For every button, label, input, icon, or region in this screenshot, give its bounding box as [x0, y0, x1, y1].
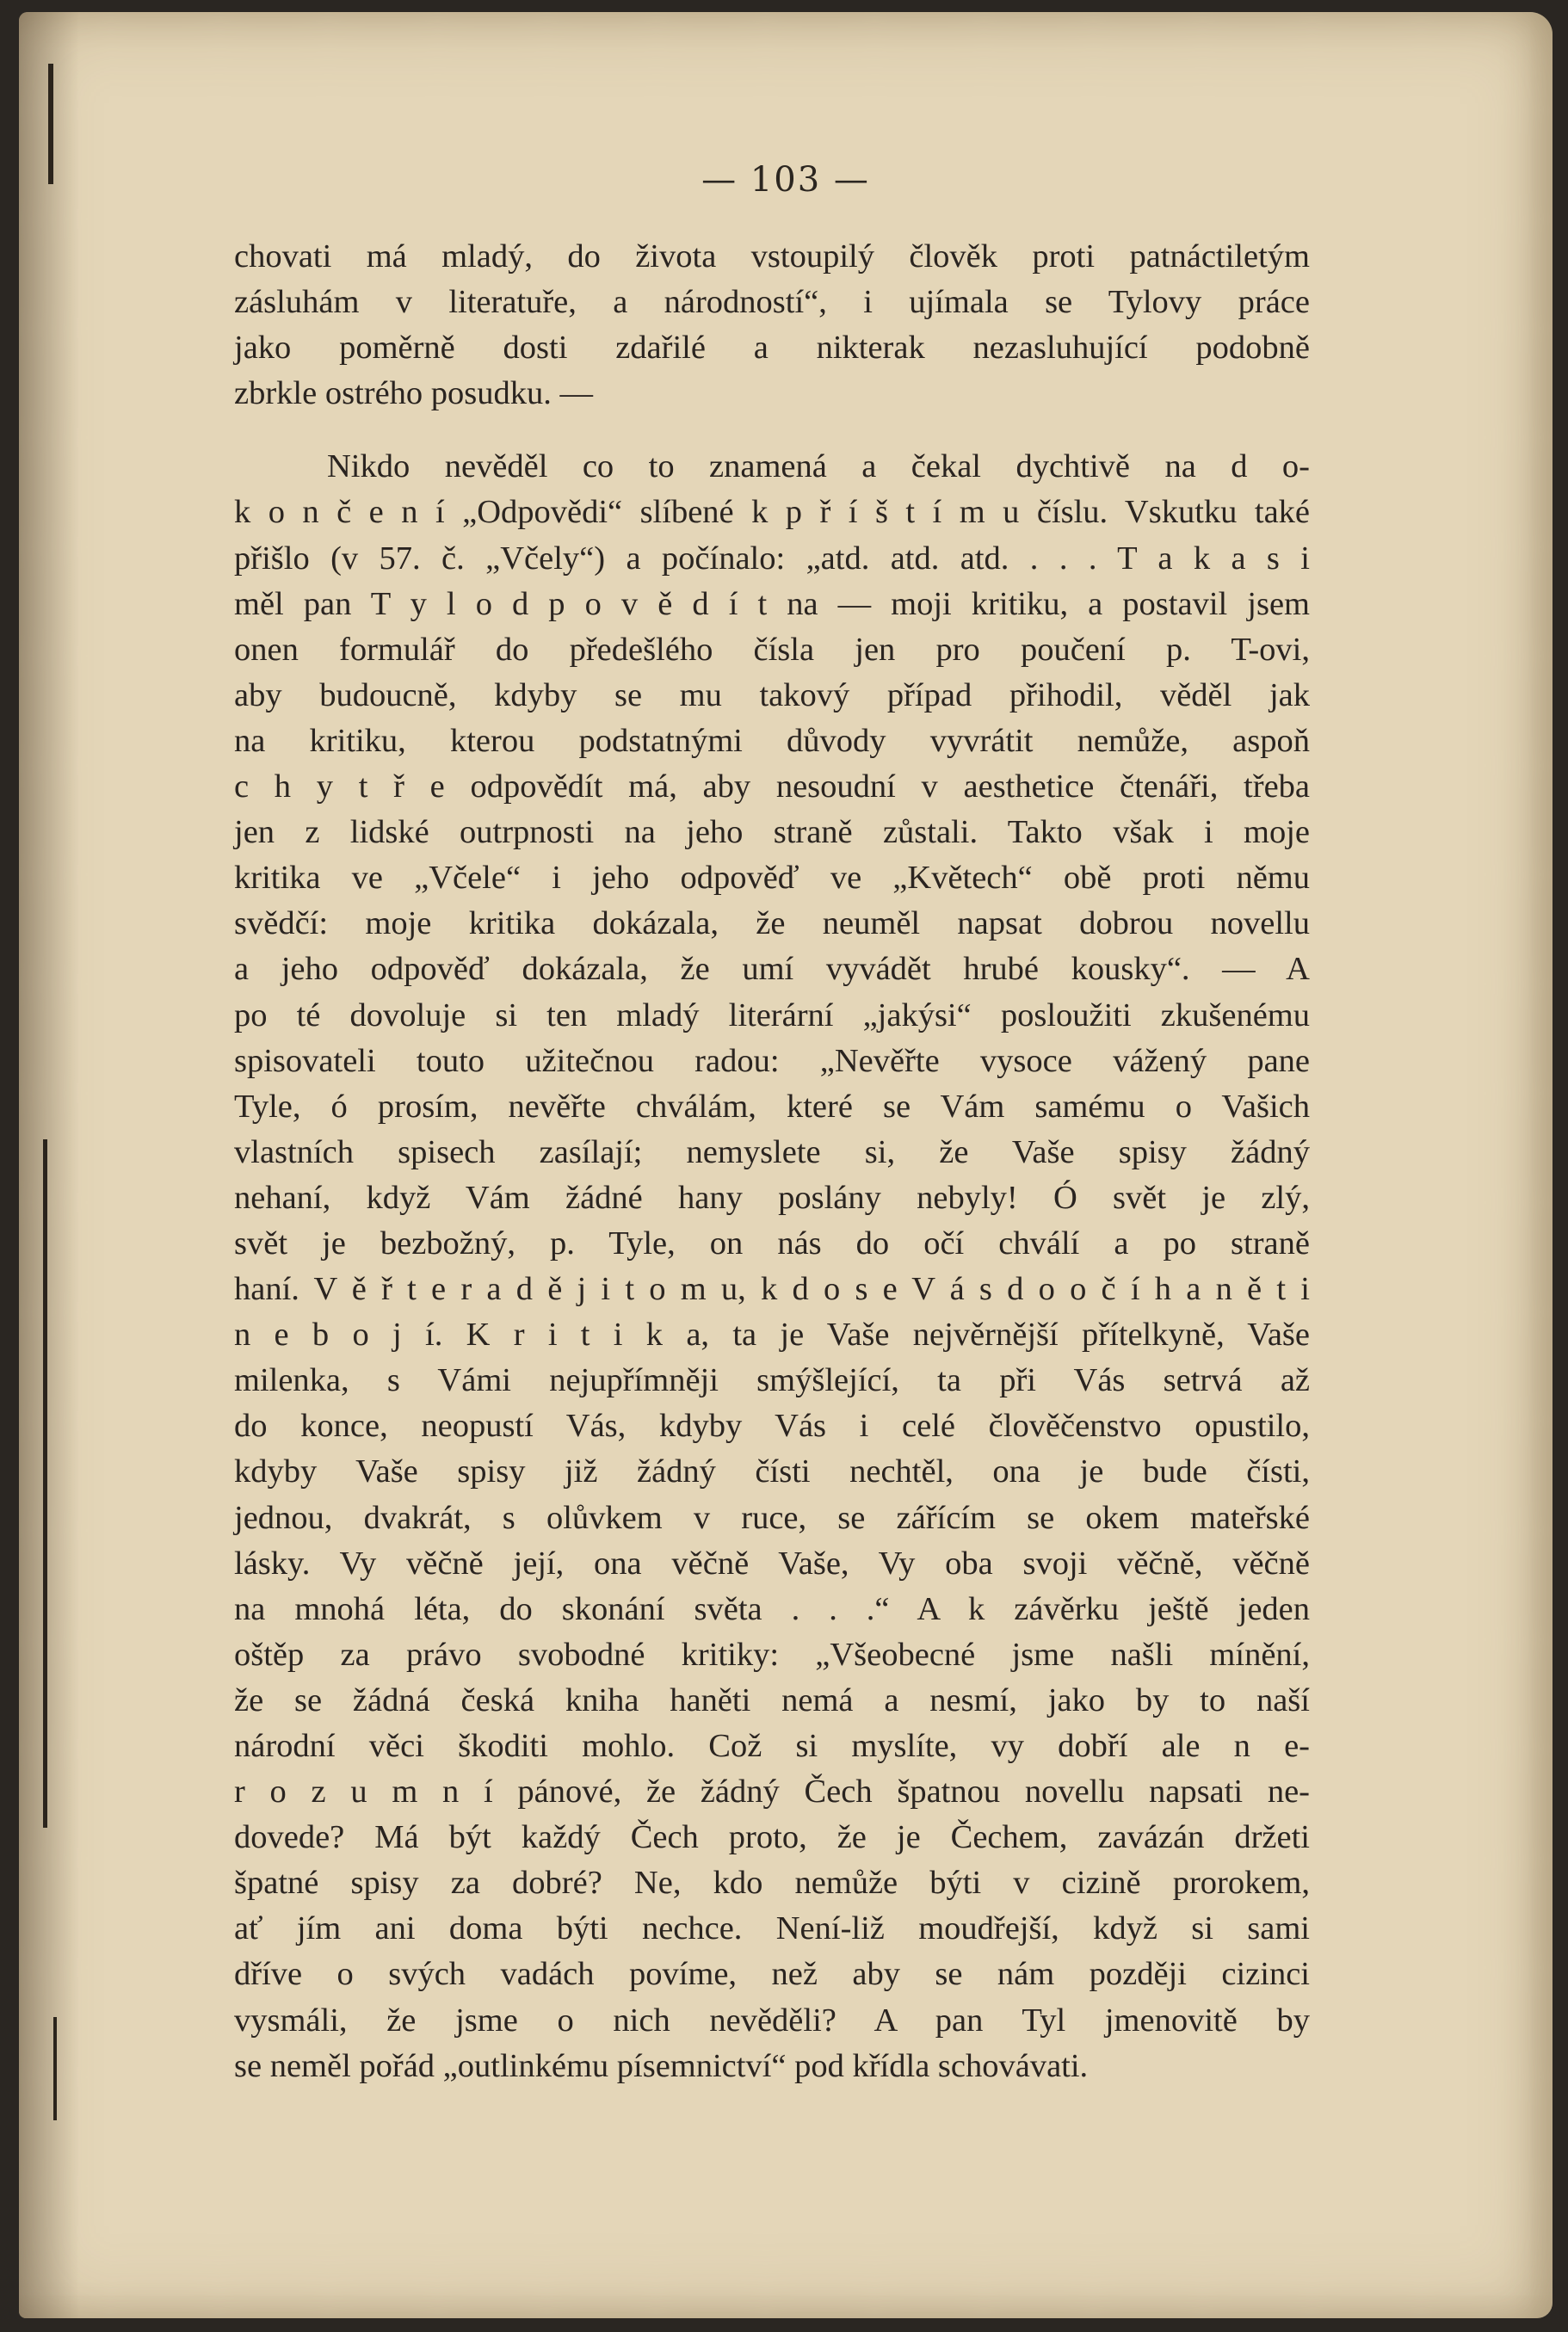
text-line: a jeho odpověď dokázala, že umí vyvádět hrubé kousky“. — A — [234, 951, 1310, 988]
text-line: k o n č e n í „Odpovědi“ slíbené k p ř í š t í m u číslu. Vskutku také — [234, 494, 1310, 531]
text-line: ať jím ani doma býti nechce. Není-liž moudřejší, když si sami — [234, 1910, 1310, 1947]
text-line: přišlo (v 57. č. „Včely“) a počínalo: „atd. atd. atd. . . . T a k a s i — [234, 540, 1310, 577]
paragraph-2 — [234, 444, 1310, 2088]
text-line: zbrkle ostrého posudku. — — [234, 375, 594, 412]
page-binding-shadow — [19, 12, 79, 2318]
text-line: Tyle, ó prosím, nevěřte chválám, které se Vám samému o Vašich — [234, 1088, 1310, 1125]
text-line: r o z u m n í pánové, že žádný Čech špatnou novellu napsati ne- — [234, 1774, 1310, 1811]
text-line: vlastních spisech zasílají; nemyslete si, že Vaše spisy žádný — [234, 1133, 1310, 1170]
text-line: do konce, neopustí Vás, kdyby Vás i celé člověčenstvo opustilo, — [234, 1408, 1310, 1445]
text-line: Nikdo nevěděl co to znamená a čekal dychtivě na d o- — [327, 448, 1310, 485]
page-number: — 103 — — [701, 160, 870, 200]
text-line: chovati má mladý, do života vstoupilý člověk proti patnáctiletým — [234, 238, 1310, 275]
text-line: c h y t ř e odpovědít má, aby nesoudní v aesthetice čtenáři, třeba — [234, 768, 1310, 805]
text-line: oštěp za právo svobodné kritiky: „Všeobecné jsme našli mínění, — [234, 1636, 1310, 1673]
text-line: se neměl pořád „outlinkému písemnictví“ pod křídla schovávati. — [234, 2047, 1089, 2084]
text-line: jen z lidské outrpnosti na jeho straně zůstali. Takto však i moje — [234, 814, 1310, 851]
text-line: dříve o svých vadách povíme, než aby se nám později cizinci — [234, 1956, 1310, 1993]
text-line: jako poměrně dosti zdařilé a nikterak nezasluhující podobně — [234, 330, 1310, 367]
paragraph-1 — [234, 234, 1310, 416]
text-line: na kritiku, kterou podstatnými důvody vyvrátit nemůže, aspoň — [234, 722, 1310, 759]
text-line: národní věci škoditi mohlo. Což si myslíte, vy dobří ale n e- — [234, 1728, 1310, 1764]
text-line: kritika ve „Včele“ i jeho odpověď ve „Květech“ obě proti němu — [234, 860, 1310, 897]
text-line: nehaní, když Vám žádné hany poslány nebyly! Ó svět je zlý, — [234, 1179, 1310, 1216]
text-line: n e b o j í. K r i t i k a, ta je Vaše nejvěrnější přítelkyně, Vaše — [234, 1317, 1310, 1354]
text-line: že se žádná česká kniha haněti nemá a nesmí, jako by to naší — [234, 1681, 1310, 1718]
book-page — [19, 12, 1553, 2318]
text-line: na mnohá léta, do skonání světa . . .“ A k závěrku ještě jeden — [234, 1590, 1310, 1627]
text-line: svět je bezbožný, p. Tyle, on nás do očí chválí a po straně — [234, 1225, 1310, 1262]
text-line: špatné spisy za dobré? Ne, kdo nemůže býti v cizině prorokem, — [234, 1865, 1310, 1902]
text-line: lásky. Vy věčně její, ona věčně Vaše, Vy oba svoji věčně, věčně — [234, 1545, 1310, 1582]
text-line: jednou, dvakrát, s olůvkem v ruce, se zářícím se okem mateřské — [234, 1499, 1310, 1536]
text-line: vysmáli, že jsme o nich nevěděli? A pan Tyl jmenovitě by — [234, 2002, 1310, 2039]
text-line: po té dovoluje si ten mladý literární „jakýsi“ posloužiti zkušenému — [234, 996, 1310, 1033]
text-line: svědčí: moje kritika dokázala, že neuměl napsat dobrou novellu — [234, 905, 1310, 942]
text-line: dovede? Má být každý Čech proto, že je Čechem, zavázán držeti — [234, 1819, 1310, 1856]
body-text — [234, 234, 1310, 2089]
text-line: měl pan T y l o d p o v ě d í t na — moji kritiku, a postavil jsem — [234, 585, 1310, 622]
text-line: haní. V ě ř t e r a d ě j i t o m u, k d o s e V á s d o o č í h a n ě t i — [234, 1271, 1310, 1308]
text-line: kdyby Vaše spisy již žádný čísti nechtěl, ona je bude čísti, — [234, 1453, 1310, 1490]
text-line: zásluhám v literatuře, a národností“, i ujímala se Tylovy práce — [234, 284, 1310, 321]
binding-mark-bottom — [53, 2017, 57, 2120]
text-line: aby budoucně, kdyby se mu takový případ přihodil, věděl jak — [234, 676, 1310, 713]
text-line: milenka, s Vámi nejupřímněji smýšlející, ta při Vás setrvá až — [234, 1362, 1310, 1399]
text-line: spisovateli touto užitečnou radou: „Nevěřte vysoce vážený pane — [234, 1042, 1310, 1079]
text-line: onen formulář do předešlého čísla jen pro poučení p. T-ovi, — [234, 631, 1310, 668]
binding-mark-middle — [43, 1139, 47, 1828]
